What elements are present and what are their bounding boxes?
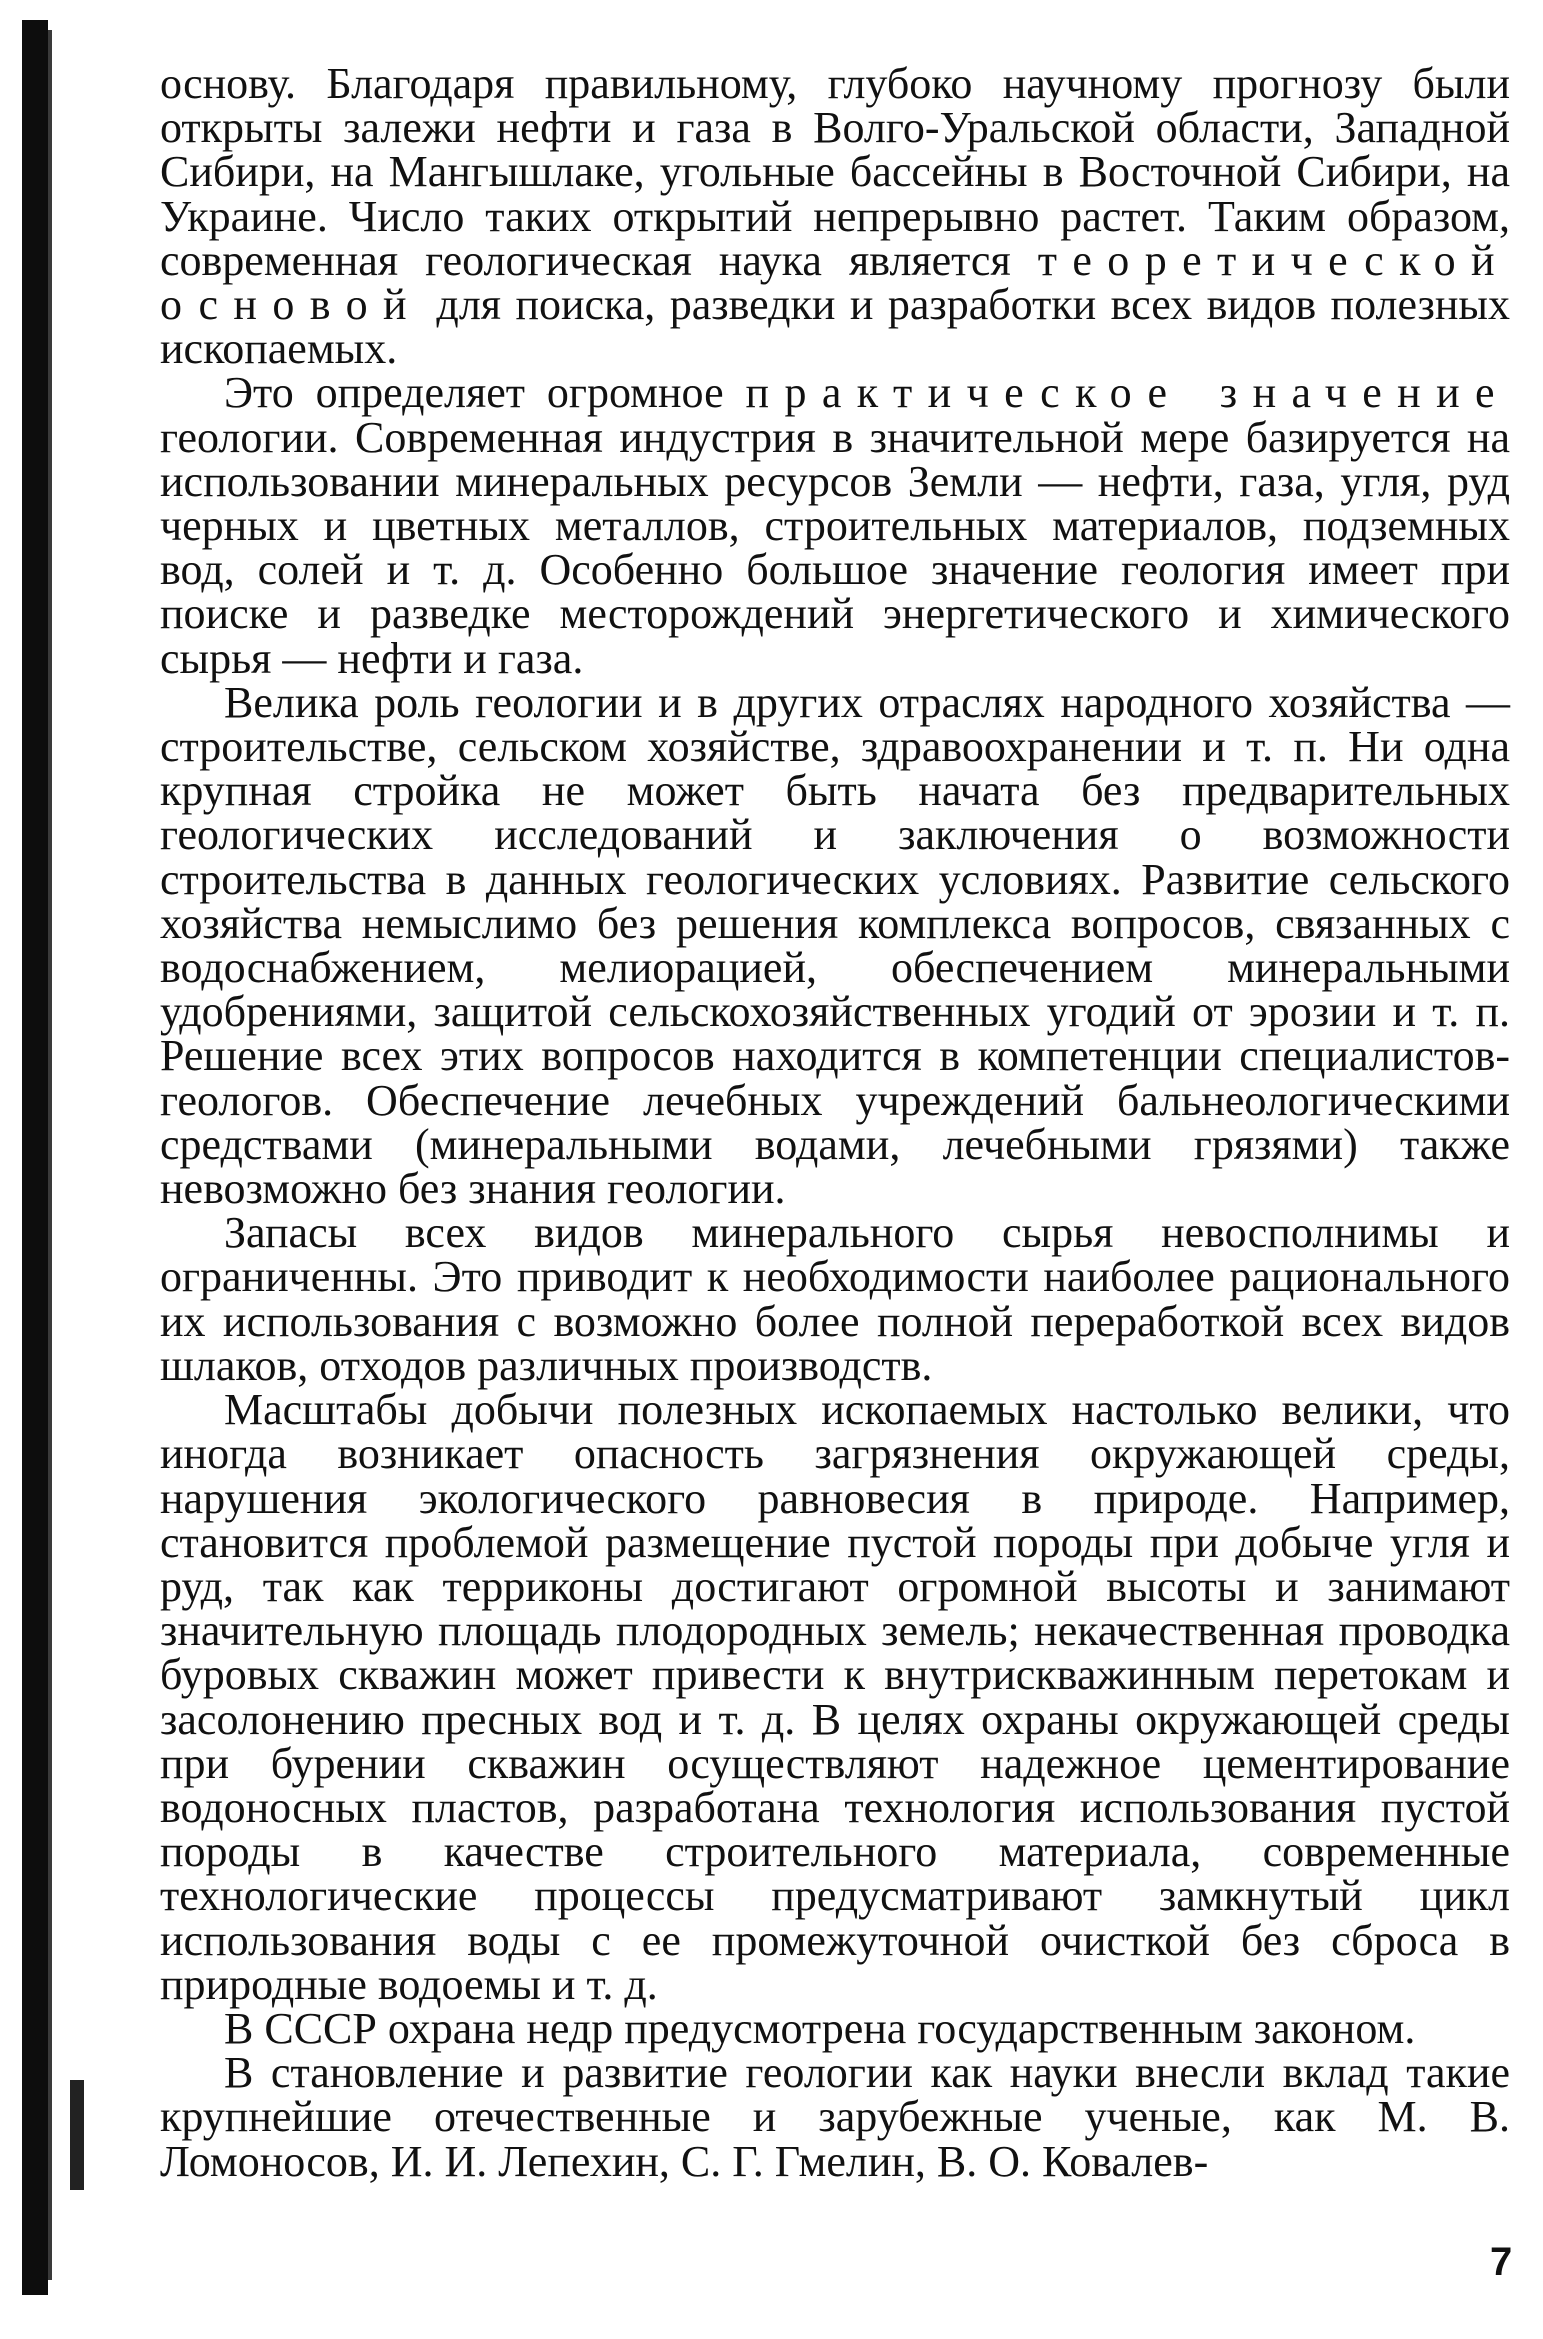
paragraph-1-text-b: для поиска, разведки и разработки всех видов полезных ископаемых. [160, 280, 1510, 374]
paragraph-4: Запасы всех видов минерального сырья невосполнимы и ограниченны. Это приводит к необходимости наиболее рационального их использования с возможно более полной переработкой всех видов шлаков, отходов различных производств. [160, 1208, 1510, 1390]
paragraph-2-text-a: Это определяет огромное [224, 368, 746, 418]
paragraph-1-text-a: основу. Благодаря правильному, глубоко научному прогнозу были открыты залежи нефти и газа в Волго-Уральской области, Западной Сибири, на Мангышлаке, угольные бассейны в Восточной Сибири, на Украине. Число таких открытий непрерывно растет. Таким образом, современная геологическая наука является [160, 59, 1510, 285]
paragraph-1-spaced-term: теоретической основой [160, 235, 1510, 330]
binding-edge [22, 20, 48, 2295]
paragraph-5: Масштабы добычи полезных ископаемых настолько велики, что иногда возникает опасность загрязнения окружающей среды, нарушения экологического равновесия в природе. Например, становится проблемой размещение пустой породы при добыче угля и руд, так как терриконы достигают огромной высоты и занимают значительную площадь плодородных земель; некачественная проводка буровых скважин может привести к внутрискважинным перетокам и засолонению пресных вод и т. д. В целях охраны окружающей среды при бурении скважин осуществляют надежное цементирование водоносных пластов, разработана технология использования пустой породы в качестве строительного материала, современные технологические процессы предусматривают замкнутый цикл использования воды с ее промежуточной очисткой без сброса в природные водоемы и т. д. [160, 1385, 1510, 2009]
paragraph-2 [160, 368, 1510, 683]
binding-mark [70, 2080, 84, 2190]
paragraph-7: В становление и развитие геологии как науки внесли вклад такие крупнейшие отечественные и зарубежные ученые, как М. В. Ломоносов, И. И. Лепехин, С. Г. Гмелин, В. О. Ковалев- [160, 2048, 1510, 2186]
paragraph-3: Велика роль геологии и в других отраслях народного хозяйства — строительстве, сельском хозяйстве, здравоохранении и т. п. Ни одна крупная стройка не может быть начата без предварительных геологических исследований и заключения о возможности строительства в данных геологических условиях. Развитие сельского хозяйства немыслимо без решения комплекса вопросов, связанных с водоснабжением, мелиорацией, обеспечением минеральными удобрениями, защитой сельскохозяйственных угодий от эрозии и т. п. Решение всех этих вопросов находится в компетенции специалистов-геологов. Обеспечение лечебных учреждений бальнеологическими средствами (минеральными водами, лечебными грязями) также невозможно без знания геологии. [160, 677, 1510, 1214]
paragraph-2-text-b: геологии. Современная индустрия в значительной мере базируется на использовании минеральных ресурсов Земли — нефти, газа, угля, руд черных и цветных металлов, строительных материалов, подземных вод, солей и т. д. Особенно большое значение геология имеет при поиске и разведке месторождений энергетического и химического сырья — нефти и газа. [160, 412, 1510, 683]
paragraph-2-spaced-term: практическое значение [745, 368, 1510, 418]
paragraph-1 [160, 59, 1510, 374]
binding-edge-gap [48, 30, 52, 2280]
page-number: 7 [1490, 2240, 1513, 2284]
body-text [160, 59, 1510, 2186]
paragraph-6: В СССР охрана недр предусмотрена государственным законом. [224, 2003, 1416, 2053]
